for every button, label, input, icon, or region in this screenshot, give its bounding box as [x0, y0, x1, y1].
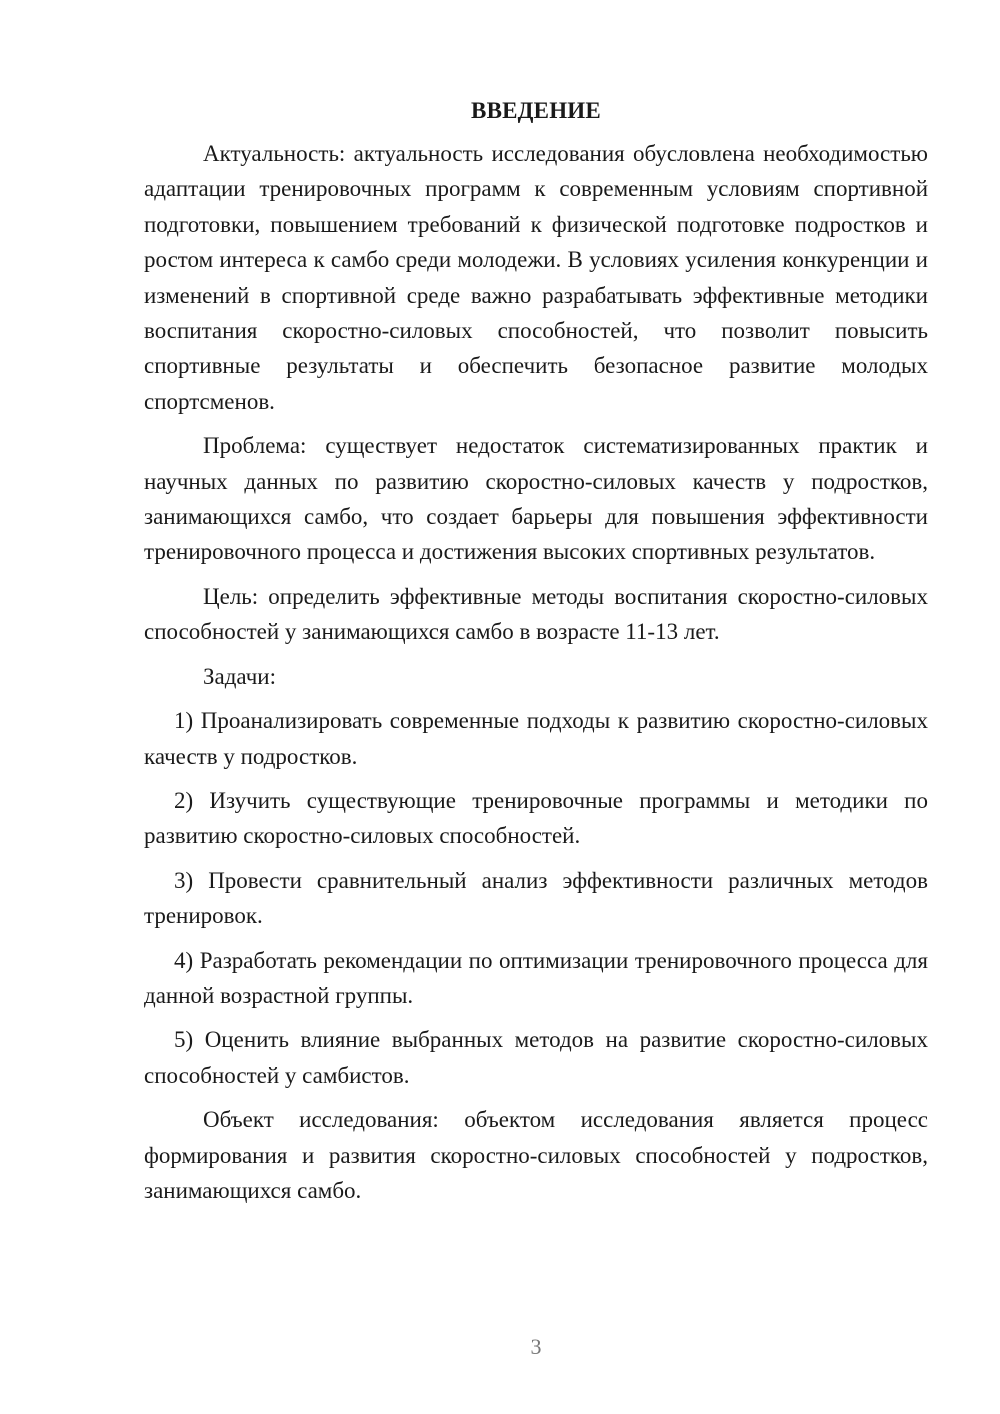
task-item-2: 2) Изучить существующие тренировочные программы и методики по развитию скоростно-силовых способностей. — [144, 787, 928, 849]
document-body — [144, 94, 928, 1217]
task-item-1: 1) Проанализировать современные подходы к развитию скоростно-силовых качеств у подростков. — [144, 708, 928, 769]
task-item-3: 3) Провести сравнительный анализ эффективности различных методов тренировок. — [144, 867, 928, 929]
goal-paragraph: Цель: определить эффективные методы воспитания скоростно-силовых способностей у занимающихся самбо в возрасте 11-13 лет. — [144, 583, 928, 645]
tasks-heading: Задачи: — [203, 663, 276, 689]
task-item-4: 4) Разработать рекомендации по оптимизации тренировочного процесса для данной возрастной группы. — [144, 947, 928, 1008]
section-heading: ВВЕДЕНИЕ — [471, 98, 601, 123]
task-item-5: 5) Оценить влияние выбранных методов на развитие скоростно-силовых способностей у самбистов. — [144, 1027, 928, 1088]
object-paragraph: Объект исследования: объектом исследования является процесс формирования и развития скоростно-силовых способностей у подростков, занимающихся самбо. — [144, 1107, 928, 1203]
page-number: 3 — [530, 1334, 542, 1359]
problem-paragraph: Проблема: существует недостаток систематизированных практик и научных данных по развитию скоростно-силовых качеств у подростков, занимающихся самбо, что создает барьеры для повышения эффективности тренировочного процесса и достижения высоких спортивных результатов. — [144, 433, 928, 565]
relevance-paragraph: Актуальность: актуальность исследования обусловлена необходимостью адаптации тренировочных программ к современным условиям спортивной подготовки, повышением требований к физической подготовке подростков и ростом интереса к самбо среди молодежи. В условиях усиления конкуренции и изменений в спортивной среде важно разрабатывать эффективные методики воспитания скоростно-силовых способностей, что позволит повысить спортивные результаты и обеспечить безопасное развитие молодых спортсменов. — [144, 141, 928, 414]
